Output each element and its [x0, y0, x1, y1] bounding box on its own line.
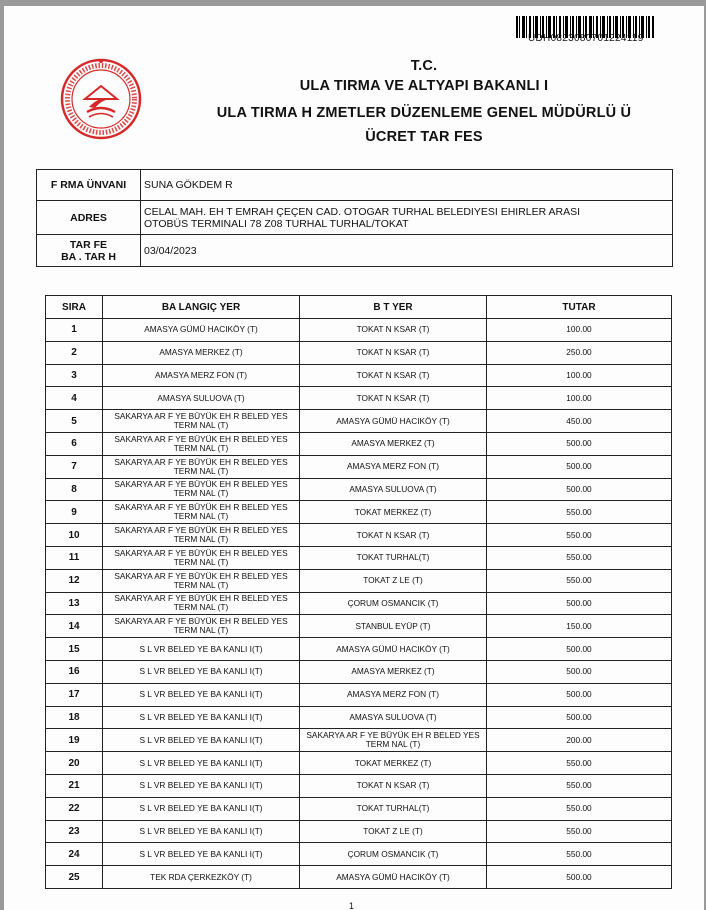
table-row	[46, 455, 672, 478]
row-amount: 100.00	[487, 319, 672, 342]
date-value: 03/04/2023	[141, 235, 673, 267]
row-end-place: AMASYA GÜMÜ HACIKÖY (T)	[300, 866, 487, 889]
row-start-place: SAKARYA AR F YE BÜYÜK EH R BELED YES TERM NAL (T)	[103, 546, 300, 569]
row-start-place: TEK RDA ÇERKEZKÖY (T)	[103, 866, 300, 889]
row-end-place: TOKAT Z LE (T)	[300, 820, 487, 843]
row-number: 6	[46, 432, 103, 455]
column-header-end: B T YER	[300, 296, 487, 319]
row-amount: 500.00	[487, 660, 672, 683]
row-number: 9	[46, 501, 103, 524]
row-end-place: TOKAT N KSAR (T)	[300, 774, 487, 797]
row-end-place: AMASYA MERKEZ (T)	[300, 432, 487, 455]
table-row	[46, 569, 672, 592]
row-end-place: TOKAT N KSAR (T)	[300, 387, 487, 410]
document-page	[4, 6, 704, 910]
row-number: 22	[46, 797, 103, 820]
row-end-place: TOKAT N KSAR (T)	[300, 364, 487, 387]
row-amount: 500.00	[487, 478, 672, 501]
table-row	[46, 524, 672, 547]
row-start-place: SAKARYA AR F YE BÜYÜK EH R BELED YES TERM NAL (T)	[103, 455, 300, 478]
table-row	[46, 797, 672, 820]
row-number: 18	[46, 706, 103, 729]
row-number: 10	[46, 524, 103, 547]
row-end-place: AMASYA MERKEZ (T)	[300, 660, 487, 683]
header-ministry: ULA TIRMA VE ALTYAPI BAKANLI I	[299, 78, 549, 94]
row-amount: 550.00	[487, 820, 672, 843]
row-start-place: AMASYA GÜMÜ HACIKÖY (T)	[103, 319, 300, 342]
row-start-place: SAKARYA AR F YE BÜYÜK EH R BELED YES TERM NAL (T)	[103, 524, 300, 547]
row-amount: 550.00	[487, 569, 672, 592]
tariff-table	[45, 295, 672, 889]
table-row	[46, 843, 672, 866]
row-end-place: AMASYA SULUOVA (T)	[300, 706, 487, 729]
row-start-place: SAKARYA AR F YE BÜYÜK EH R BELED YES TERM NAL (T)	[103, 478, 300, 501]
row-start-place: AMASYA MERZ FON (T)	[103, 364, 300, 387]
row-amount: 550.00	[487, 797, 672, 820]
header-directorate: ULA TIRMA H ZMETLER DÜZENLEME GENEL MÜDÜRLÜ Ü	[216, 105, 632, 121]
barcode-number: UDH0823080701224119	[528, 33, 644, 44]
row-number: 24	[46, 843, 103, 866]
row-start-place: SAKARYA AR F YE BÜYÜK EH R BELED YES TERM NAL (T)	[103, 501, 300, 524]
address-value	[141, 201, 673, 235]
table-row	[46, 546, 672, 569]
header-title: ÜCRET TAR FES	[365, 129, 483, 145]
row-number: 2	[46, 341, 103, 364]
row-end-place: TOKAT N KSAR (T)	[300, 319, 487, 342]
row-start-place: S L VR BELED YE BA KANLI I(T)	[103, 660, 300, 683]
column-header-no: SIRA	[46, 296, 103, 319]
table-row	[46, 615, 672, 638]
row-start-place: SAKARYA AR F YE BÜYÜK EH R BELED YES TERM NAL (T)	[103, 592, 300, 615]
row-number: 1	[46, 319, 103, 342]
tariff-header-row	[46, 296, 672, 319]
row-amount: 500.00	[487, 432, 672, 455]
table-row	[46, 410, 672, 433]
row-end-place: AMASYA MERZ FON (T)	[300, 455, 487, 478]
row-start-place: AMASYA SULUOVA (T)	[103, 387, 300, 410]
table-row	[46, 752, 672, 775]
row-amount: 550.00	[487, 843, 672, 866]
table-row	[46, 592, 672, 615]
table-row	[46, 319, 672, 342]
ministry-seal-icon	[60, 58, 142, 140]
firm-value: SUNA GÖKDEM R	[141, 170, 673, 201]
table-row	[46, 706, 672, 729]
table-row	[46, 501, 672, 524]
row-amount: 550.00	[487, 752, 672, 775]
table-row	[46, 432, 672, 455]
row-start-place: SAKARYA AR F YE BÜYÜK EH R BELED YES TERM NAL (T)	[103, 615, 300, 638]
row-end-place: TOKAT TURHAL(T)	[300, 546, 487, 569]
date-label-line-2: BA . TAR H	[61, 250, 116, 263]
row-number: 21	[46, 774, 103, 797]
row-start-place: S L VR BELED YE BA KANLI I(T)	[103, 729, 300, 752]
row-number: 13	[46, 592, 103, 615]
row-number: 17	[46, 683, 103, 706]
row-end-place: SAKARYA AR F YE BÜYÜK EH R BELED YES TERM NAL (T)	[300, 729, 487, 752]
address-label: ADRES	[37, 201, 141, 235]
table-row	[46, 364, 672, 387]
date-label	[37, 235, 141, 267]
row-amount: 100.00	[487, 364, 672, 387]
row-start-place: S L VR BELED YE BA KANLI I(T)	[103, 638, 300, 661]
row-amount: 100.00	[487, 387, 672, 410]
row-end-place: TOKAT N KSAR (T)	[300, 341, 487, 364]
page-number: 1	[349, 901, 355, 910]
row-end-place: TOKAT TURHAL(T)	[300, 797, 487, 820]
row-amount: 500.00	[487, 592, 672, 615]
row-number: 16	[46, 660, 103, 683]
address-line-2: OTOBÜS TERMINALI 78 Z08 TURHAL TURHAL/TOKAT	[144, 217, 409, 230]
row-number: 19	[46, 729, 103, 752]
row-number: 25	[46, 866, 103, 889]
row-end-place: AMASYA MERZ FON (T)	[300, 683, 487, 706]
row-amount: 500.00	[487, 683, 672, 706]
row-number: 23	[46, 820, 103, 843]
row-start-place: SAKARYA AR F YE BÜYÜK EH R BELED YES TERM NAL (T)	[103, 432, 300, 455]
row-start-place: S L VR BELED YE BA KANLI I(T)	[103, 683, 300, 706]
row-start-place: SAKARYA AR F YE BÜYÜK EH R BELED YES TERM NAL (T)	[103, 569, 300, 592]
row-start-place: SAKARYA AR F YE BÜYÜK EH R BELED YES TERM NAL (T)	[103, 410, 300, 433]
row-number: 3	[46, 364, 103, 387]
row-amount: 450.00	[487, 410, 672, 433]
row-amount: 550.00	[487, 774, 672, 797]
row-start-place: S L VR BELED YE BA KANLI I(T)	[103, 820, 300, 843]
table-row	[46, 387, 672, 410]
header-tc: T.C.	[410, 58, 438, 74]
row-end-place: TOKAT MERKEZ (T)	[300, 501, 487, 524]
column-header-amount: TUTAR	[487, 296, 672, 319]
row-end-place: ÇORUM OSMANCIK (T)	[300, 843, 487, 866]
row-amount: 200.00	[487, 729, 672, 752]
row-number: 12	[46, 569, 103, 592]
table-row	[46, 478, 672, 501]
row-end-place: STANBUL EYÜP (T)	[300, 615, 487, 638]
row-end-place: TOKAT MERKEZ (T)	[300, 752, 487, 775]
table-row	[46, 774, 672, 797]
row-amount: 500.00	[487, 866, 672, 889]
table-row	[46, 866, 672, 889]
row-start-place: S L VR BELED YE BA KANLI I(T)	[103, 752, 300, 775]
table-row	[46, 820, 672, 843]
table-row	[46, 638, 672, 661]
row-end-place: AMASYA GÜMÜ HACIKÖY (T)	[300, 638, 487, 661]
row-amount: 250.00	[487, 341, 672, 364]
table-row	[46, 341, 672, 364]
row-number: 5	[46, 410, 103, 433]
row-amount: 550.00	[487, 524, 672, 547]
row-start-place: S L VR BELED YE BA KANLI I(T)	[103, 706, 300, 729]
row-number: 11	[46, 546, 103, 569]
row-end-place: TOKAT Z LE (T)	[300, 569, 487, 592]
row-start-place: AMASYA MERKEZ (T)	[103, 341, 300, 364]
tariff-body	[46, 319, 672, 889]
row-amount: 500.00	[487, 706, 672, 729]
column-header-start: BA LANGIÇ YER	[103, 296, 300, 319]
row-start-place: S L VR BELED YE BA KANLI I(T)	[103, 774, 300, 797]
date-label-line-1: TAR FE	[69, 238, 108, 251]
row-number: 8	[46, 478, 103, 501]
row-end-place: ÇORUM OSMANCIK (T)	[300, 592, 487, 615]
row-amount: 500.00	[487, 638, 672, 661]
row-end-place: AMASYA SULUOVA (T)	[300, 478, 487, 501]
row-amount: 550.00	[487, 546, 672, 569]
address-line-1: CELAL MAH. EH T EMRAH ÇEÇEN CAD. OTOGAR TURHAL BELEDIYESI EHIRLER ARASI	[144, 205, 581, 218]
row-number: 14	[46, 615, 103, 638]
row-amount: 150.00	[487, 615, 672, 638]
row-start-place: S L VR BELED YE BA KANLI I(T)	[103, 797, 300, 820]
table-row	[46, 683, 672, 706]
table-row	[46, 660, 672, 683]
row-amount: 550.00	[487, 501, 672, 524]
row-amount: 500.00	[487, 455, 672, 478]
row-number: 20	[46, 752, 103, 775]
row-number: 4	[46, 387, 103, 410]
row-number: 15	[46, 638, 103, 661]
company-info-table	[36, 169, 673, 267]
firm-label: F RMA ÜNVANI	[37, 170, 141, 201]
row-end-place: AMASYA GÜMÜ HACIKÖY (T)	[300, 410, 487, 433]
row-end-place: TOKAT N KSAR (T)	[300, 524, 487, 547]
table-row	[46, 729, 672, 752]
row-number: 7	[46, 455, 103, 478]
row-start-place: S L VR BELED YE BA KANLI I(T)	[103, 843, 300, 866]
